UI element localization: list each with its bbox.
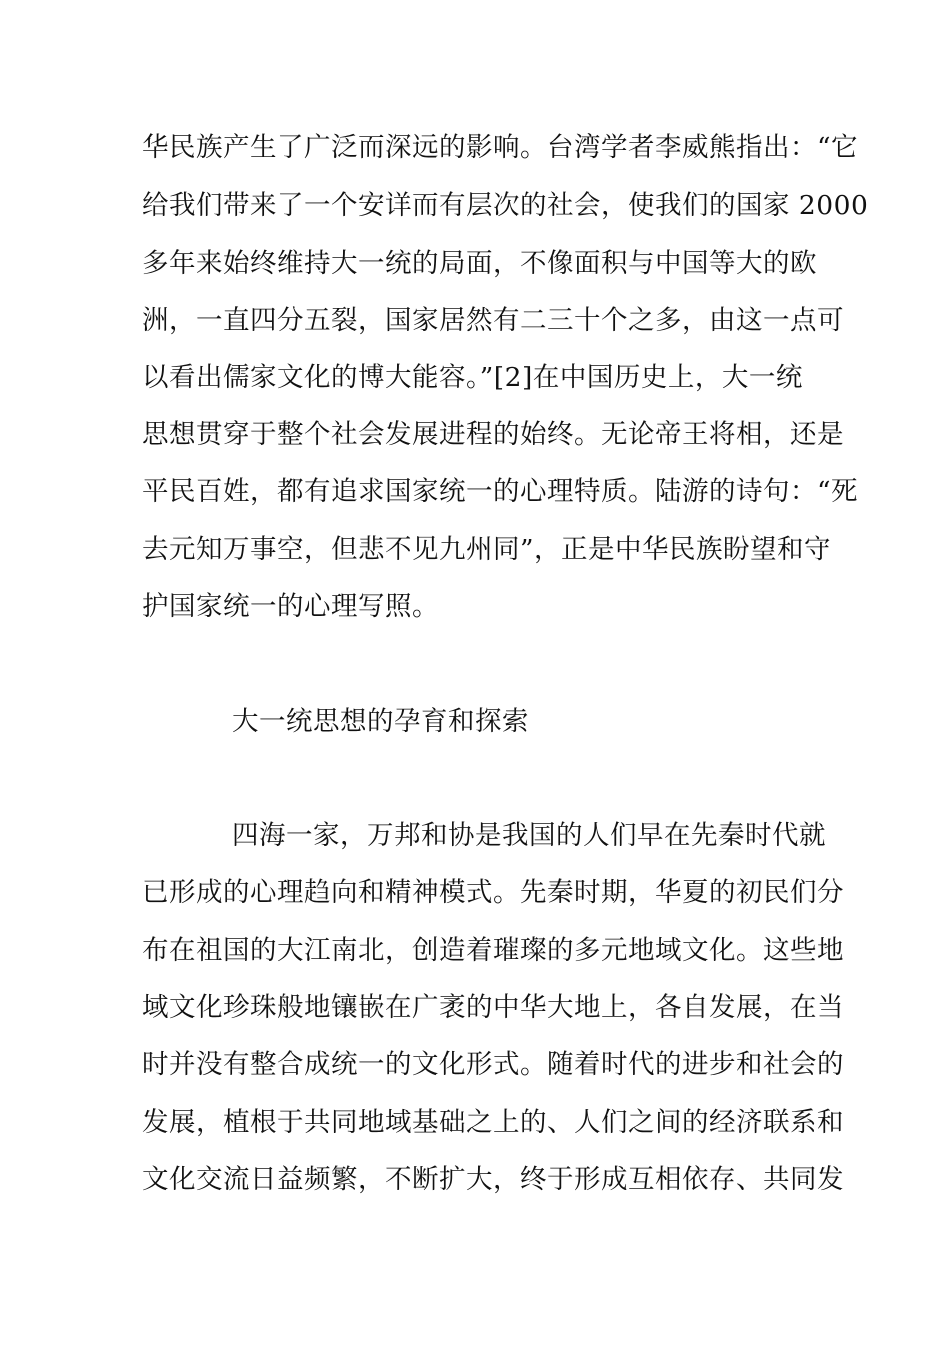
paragraph-1-line-2: 给我们带来了一个安详而有层次的社会，使我们的国家 2000 — [142, 190, 869, 221]
paragraph-2-line-1: 四海一家，万邦和协是我国的人们早在先秦时代就 — [232, 820, 826, 851]
paragraph-1-line-4: 洲，一直四分五裂，国家居然有二三十个之多，由这一点可 — [142, 305, 844, 336]
paragraph-2-line-3: 布在祖国的大江南北，创造着璀璨的多元地域文化。这些地 — [142, 935, 844, 966]
paragraph-2-line-2: 已形成的心理趋向和精神模式。先秦时期，华夏的初民们分 — [142, 877, 844, 908]
paragraph-2-line-4: 域文化珍珠般地镶嵌在广袤的中华大地上，各自发展，在当 — [142, 992, 844, 1023]
paragraph-2-line-5: 时并没有整合成统一的文化形式。随着时代的进步和社会的 — [142, 1049, 844, 1080]
paragraph-2-line-7: 文化交流日益频繁，不断扩大，终于形成互相依存、共同发 — [142, 1164, 844, 1195]
paragraph-1-line-7: 平民百姓，都有追求国家统一的心理特质。陆游的诗句：“死 — [142, 476, 859, 507]
paragraph-1-line-6: 思想贯穿于整个社会发展进程的始终。无论帝王将相，还是 — [142, 419, 844, 450]
paragraph-1-line-5: 以看出儒家文化的博大能容。”[2]在中国历史上，大一统 — [142, 362, 803, 393]
section-heading: 大一统思想的孕育和探索 — [232, 706, 529, 737]
paragraph-1-line-1: 华民族产生了广泛而深远的影响。台湾学者李威熊指出：“它 — [142, 132, 859, 163]
paragraph-1-line-8: 去元知万事空，但悲不见九州同”，正是中华民族盼望和守 — [142, 534, 832, 565]
paragraph-1-line-3: 多年来始终维持大一统的局面，不像面积与中国等大的欧 — [142, 248, 817, 279]
paragraph-2-line-6: 发展，植根于共同地域基础之上的、人们之间的经济联系和 — [142, 1107, 844, 1138]
paragraph-1-line-9: 护国家统一的心理写照。 — [142, 591, 439, 622]
